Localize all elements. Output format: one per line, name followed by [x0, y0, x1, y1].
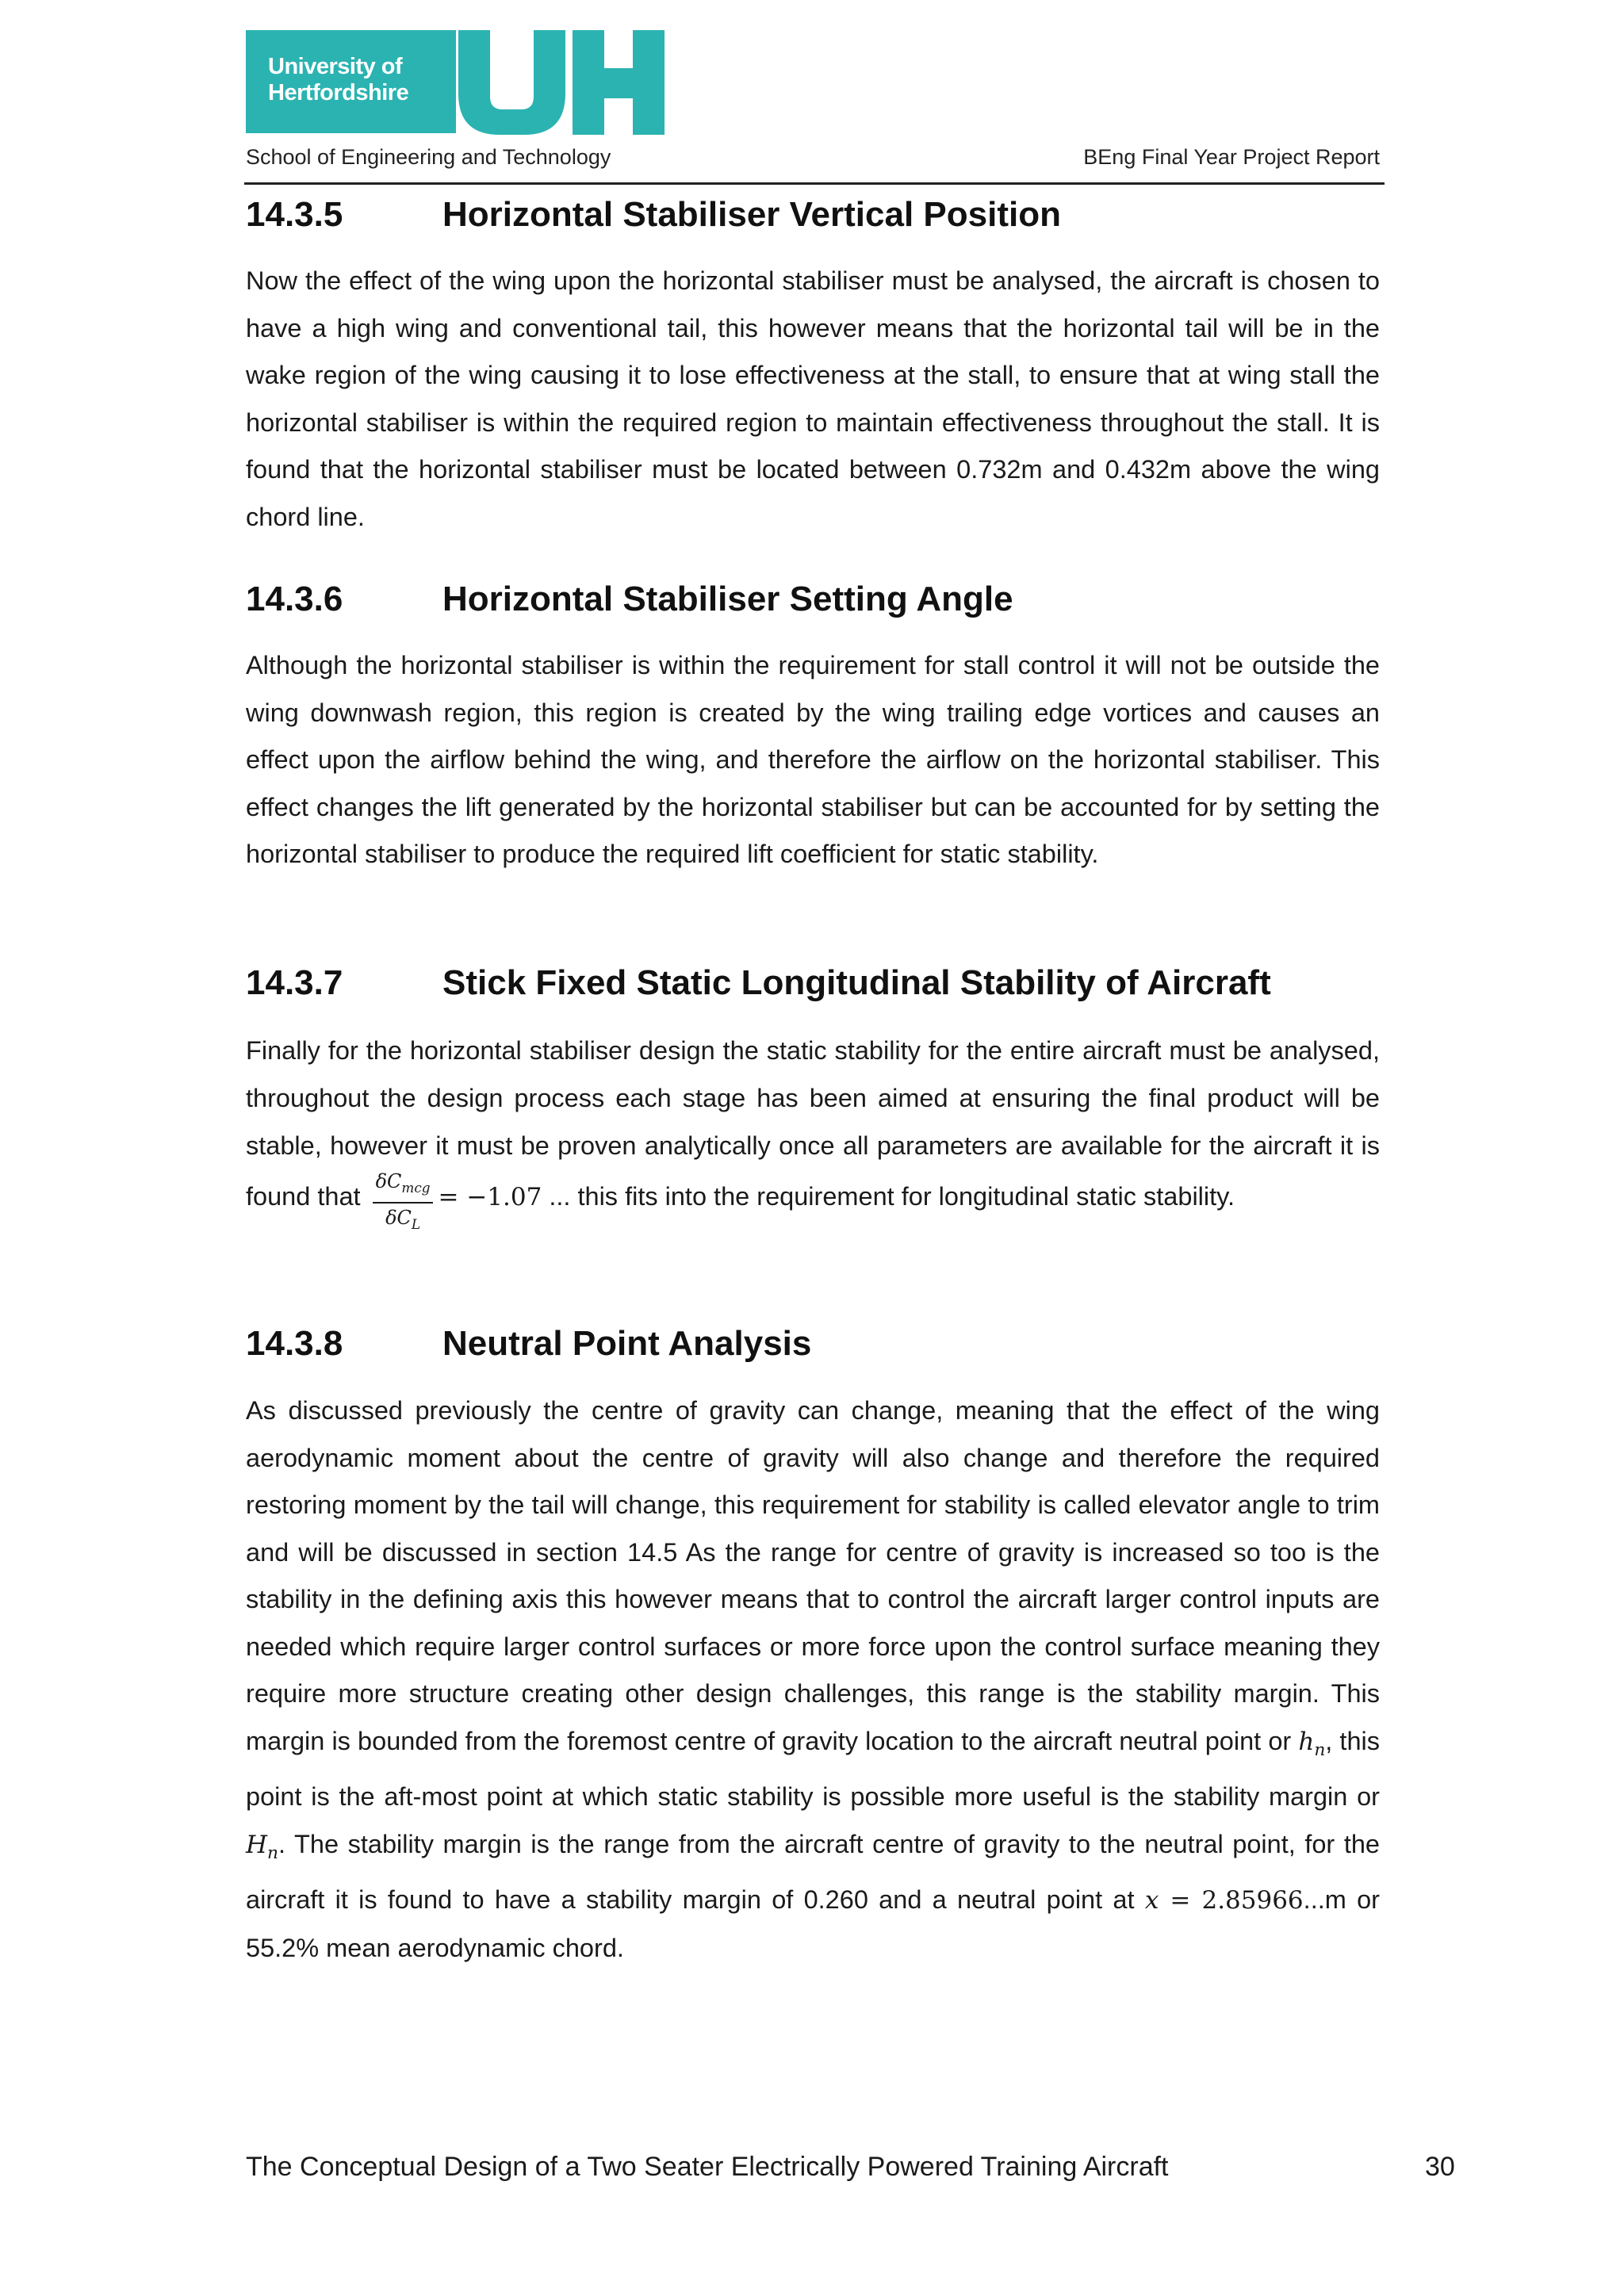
equation-value: = −1.07 [438, 1182, 542, 1211]
paragraph-neutral-point [246, 1387, 1380, 1972]
text-run: . The stability margin is the range from the aircraft centre of gravity to the neutral point, for the aircraft it is found to have a stability margin of 0.260 and a neutral point at [246, 1829, 1380, 1915]
section-number: 14.3.7 [246, 963, 343, 1002]
logo-letter-h-icon [573, 30, 665, 135]
logo-line-2: Hertfordshire [268, 80, 409, 105]
section-number: 14.3.6 [246, 580, 343, 618]
paragraph-setting-angle: Although the horizontal stabiliser is within the requirement for stall control it will not be outside the wing downwash region, this region is created by the wing trailing edge vortices and causes an effect upon the airflow behind the wing, and therefore the airflow on the horizontal stabiliser. This effect changes the lift generated by the horizontal stabiliser but can be accounted for by setting the horizontal stabiliser to produce the required lift coefficient for static stability. [246, 651, 1380, 868]
text-run: , this point is the aft-most point at which static stability is possible more useful is the stability margin or [246, 1726, 1381, 1812]
footer-report-title: The Conceptual Design of a Two Seater Electrically Powered Training Aircraft [246, 2152, 1169, 2182]
section-title: Horizontal Stabiliser Vertical Position [442, 195, 1061, 234]
fraction-denominator: $\delta C_L$ [385, 1206, 421, 1232]
logo-line-1: University of [268, 54, 403, 79]
section-number: 14.3.8 [246, 1324, 343, 1363]
header-divider [244, 182, 1385, 185]
section-title: Neutral Point Analysis [442, 1324, 812, 1363]
header-report-type: BEng Final Year Project Report [1083, 145, 1380, 169]
section-title: Stick Fixed Static Longitudinal Stability of Aircraft [442, 963, 1271, 1002]
moment-derivative-fraction [373, 1169, 434, 1236]
text-run: ... this fits into the requirement for longitudinal static stability. [549, 1181, 1235, 1211]
text-run: ...m or 55.2% mean aerodynamic chord. [246, 1885, 1381, 1962]
paragraph-vertical-position: Now the effect of the wing upon the horizontal stabiliser must be analysed, the aircraft is chosen to have a high wing and conventional tail, this however means that the horizontal tail will be in the wake region of the wing causing it to lose effectiveness at the stall, to ensure that at wing stall the horizontal stabiliser is within the required region to maintain effectiveness throughout the stall. It is found that the horizontal stabiliser must be located between 0.732m and 0.432m above the wing chord line. [246, 266, 1380, 531]
logo-letter-u-icon [458, 30, 565, 135]
neutral-point-equation: x = 2.85966 [1144, 1886, 1304, 1915]
symbol-hn: $h_n$ [1298, 1727, 1326, 1760]
symbol-Hn: $H_n$ [246, 1830, 279, 1863]
section-title: Horizontal Stabiliser Setting Angle [442, 580, 1013, 618]
page-number: 30 [1425, 2152, 1455, 2182]
paragraph-static-stability [246, 1027, 1380, 1236]
text-run: As discussed previously the centre of gravity can change, meaning that the effect of the wing aerodynamic moment about the centre of gravity will also change and therefore the required restoring moment by the tail will change, this requirement for stability is called elevator angle to trim and will be discussed in section 14.5 As the range for centre of gravity is increased so too is the stability in the defining axis this however means that to control the aircraft larger control inputs are needed which require larger control surfaces or more force upon the control surface meaning they require more structure creating other design challenges, this range is the stability margin. This margin is bounded from the foremost centre of gravity location to the aircraft neutral point or [246, 1396, 1380, 1755]
text-run: Finally for the horizontal stabiliser design the static stability for the entire aircraft must be analysed, throughout the design process each stage has been aimed at ensuring the final product will be stable, however it must be proven analytically once all parameters are available for the aircraft it is found that [246, 1036, 1380, 1211]
logo-wordmark-box [246, 30, 456, 133]
section-number: 14.3.5 [246, 195, 343, 234]
header-school: School of Engineering and Technology [246, 145, 611, 169]
university-logo [246, 30, 658, 135]
fraction-numerator: $\delta C_{mcg}$ [373, 1169, 434, 1203]
